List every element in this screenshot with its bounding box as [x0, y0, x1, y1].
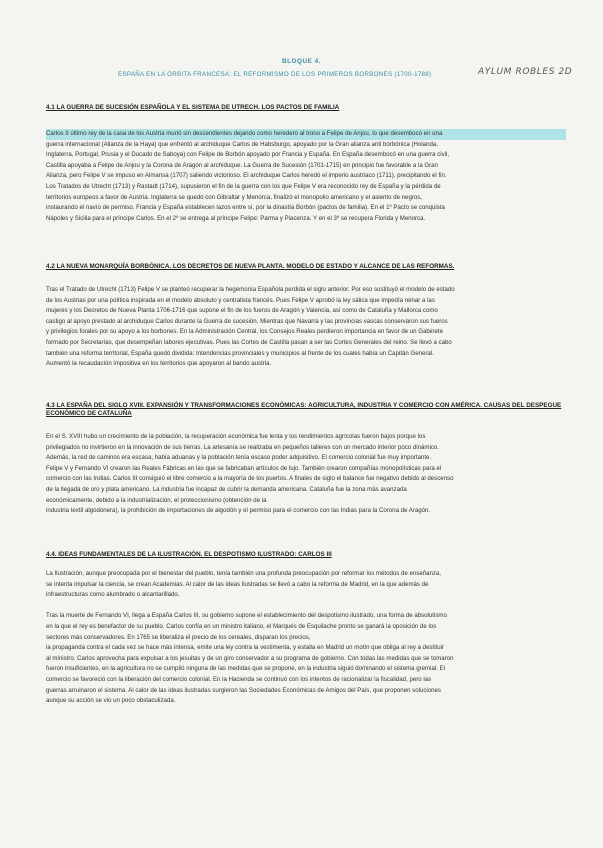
text-line: fueron insuficientes, en la agricultura no se cumplió ninguna de las medidas que se propone, en la industria siguió dominando el sistema gremial. El: [46, 665, 446, 673]
text-line: Alianza, pero Felipe V se impuso en Almansa (1707) saliendo victorioso. El archiduque Carlos heredó el imperio austriaco (1711), precipitando el fin.: [46, 172, 447, 180]
section-4-2: [46, 263, 566, 370]
text-line: comercio se favoreció con la liberación del comercio colonial. En la Hacienda se continuó con los intentos de racionalizar la fiscalidad, pero las: [46, 675, 432, 683]
text-line: en la que el rey es benefactor de su pueblo. Carlos confía en un ministro italiano, el Marqués de Esquilache pronto se ganará la oposición de los: [46, 622, 437, 630]
text-line: se intenta impulsar la ciencia, se crean Academias. Al calor de las ideas ilustradas se llevó a cabo la reforma de Madrid, en la que además de: [46, 580, 429, 588]
text-line: al ministro. Carlos aprovecha para expulsar a los jesuitas y de un giro conservador a su programa de gobierno. Con todas las medidas que se tomaron: [46, 654, 454, 662]
text-line: En el S. XVIII hubo un crecimiento de la población, la recuperación económica fue lenta y los rendimientos agrícolas fueron bajos porque los: [46, 433, 426, 440]
section-4-4: [46, 551, 566, 707]
text-line: sectores más conservadores. En 1765 se liberaliza el precio de los cereales, disparan los precios,: [46, 633, 311, 641]
section-paragraph: [46, 129, 566, 224]
section-paragraph: [46, 285, 566, 370]
section-4-3: [46, 402, 566, 517]
text-line: Los Tratados de Utrecht (1713) y Rastadt (1714), supusieron el fin de la guerra con los que Felipe V era reconocido rey de España y la pérdida de: [46, 182, 441, 190]
text-line: comercio con las Indias. Carlos III consiguió el libre comercio a la mayoría de los puertos. A finales de siglo el balance fue negativo debido al descenso: [46, 475, 454, 483]
text-line: territorios europeos a favor de Austria. Inglaterra se quedó con Gibraltar y Menorca, finalizó el monopolio americano y el asiento de negros,: [46, 193, 422, 201]
text-line: privilegiados no invirtieron en la innovación de sus tierras. La artesanía se realizaba en pequeños talleres con un mercado interior poco dinámico.: [46, 443, 439, 451]
text-line: [46, 601, 566, 612]
text-line: económicamente, debido a la industrialización, el proteccionismo (obtención de la: [46, 496, 267, 504]
text-line: Carlos II último rey de la casa de los Austria murió sin descendientes dejando como heredero al trono a Felipe de Anjou, lo que desembocó en una: [46, 129, 566, 140]
text-line: guerras arruinaron el sistema. Al calor de las ideas ilustradas surgieron las Sociedades Económicas de Amigos del País, que proponen soluciones: [46, 686, 441, 694]
section-title: 4.3 LA ESPAÑA DEL SIGLO XVIII. EXPANSIÓN Y TRANSFORMACIONES ECONÓMICAS: AGRICULTURA, INDUSTRIA Y COMERCIO CON AMÉRICA. CAUSAS DEL DESPEGUE ECONÓMICO DE CATALUÑA: [46, 402, 562, 417]
text-line: infraestructuras como alumbrado o alcantarillado.: [46, 591, 180, 599]
text-line: mujeres y los Decretos de Nueva Planta 1706-1716 que supone el fin de los fueros de Aragón y Valencia, así como de Cataluña y Mallorca como: [46, 307, 438, 315]
text-line: la propaganda contra el cada vez se hace más intensa, emite una ley contra la vestimenta, y estalla en Madrid un motín que obliga al rey a destituir: [46, 644, 445, 652]
text-line: Aumentó la recaudación impositiva en los territorios que apoyaron al bando austria.: [46, 360, 272, 368]
text-line: instaurando el navío de permiso. Francia y España establecen lazos entre sí, por la dinastía Borbón (pactos de familia). En el 1º Pacto se conquista: [46, 204, 445, 212]
text-line: guerra internacional (Alianza de la Haya) que enfrentó al archiduque Carlos de Habsburgo, apoyado por la Gran alianza anti borbónica (Holanda,: [46, 140, 438, 148]
text-line: Inglaterra, Portugal, Prusia y el Ducado de Saboya) con Felipe de Borbón apoyado por Francia y España. En España desembocó en una guerra civil,: [46, 151, 450, 159]
text-line: de los Austrias por una política inspirada en el modelo absoluto y centralista francés. Pues Felipe V aprobó la ley sálica que impedía reinar a las: [46, 296, 435, 304]
section-title: 4.2 LA NUEVA MONARQUÍA BORBÓNICA. LOS DECRETOS DE NUEVA PLANTA. MODELO DE ESTADO Y ALCANCE DE LAS REFORMAS.: [46, 263, 455, 270]
text-line: Tras la muerte de Fernando VI, llega a España Carlos III, su gobierno supone el establecimiento del despotismo ilustrado, una forma de absolutismo: [46, 612, 447, 620]
text-line: Además, la red de caminos era escasa, había aduanas y la población tenía escaso poder adquisitivo. El comercio colonial fue muy importante.: [46, 454, 432, 462]
handwritten-author: AYLUM ROBLES 2D: [478, 67, 573, 77]
section-title: 4.1 LA GUERRA DE SUCESIÓN ESPAÑOLA Y EL SISTEMA DE UTRECH. LOS PACTOS DE FAMILIA: [46, 104, 340, 111]
section-4-1: [46, 104, 566, 224]
text-line: castigo al apoyo prestado al archiduque Carlos durante la Guerra de sucesión. Mientras que Navarra y las provincias vascas conservaron sus fueros: [46, 317, 448, 325]
text-line: formado por Secretarías, que desempeñan labores ejecutivas. Pues las Cortes de Castilla pasan a ser las Cortes Generales del reino. Se llevó a cabo: [46, 338, 452, 346]
section-title: 4.4. IDEAS FUNDAMENTALES DE LA ILUSTRACIÓN. EL DESPOTISMO ILUSTRADO: CARLOS III: [46, 551, 332, 558]
text-line: Tras el Tratado de Utrecht (1713) Felipe V se planteó recuperar la hegemonía Española perdida el siglo anterior. Por eso sustituyó el modelo de estado: [46, 286, 455, 293]
text-line: de la llegada de oro y plata americano. La industria fue incapaz de cubrir la demanda americana. Cataluña fue la zona más avanzada: [46, 485, 407, 493]
section-paragraph: [46, 569, 566, 707]
text-line: Nápoles y Sicilia para el príncipe Carlos. En el 2º se entrega al príncipe Felipe: Parma y Piacenza. Y en el 3º se recupera Florida y Menorca.: [46, 214, 426, 222]
document-header: [0, 58, 603, 78]
text-line: Felipe V y Fernando VI crearon las Reales Fábricas en las que se fabricaban artículos de lujo. También crearon compañías monopolísticas para el: [46, 464, 442, 472]
text-line: industria textil algodonera), la prohibición de importaciones de algodón y el permiso para el comercio con las Indias para la Corona de Aragón.: [46, 507, 431, 515]
block-subtitle: ESPAÑA EN LA ÓRBITA FRANCESA: EL REFORMISMO DE LOS PRIMEROS BORBONES (1700-1788): [118, 71, 432, 78]
text-line: y privilegios forales por su apoyo a los borbones. En la Administración Central, los Consejos Reales perdieron importancia en favor de un Gabinete: [46, 328, 443, 336]
block-title: BLOQUE 4.: [282, 58, 321, 65]
text-line: Castilla apoyaba a Felipe de Anjou y la Corona de Aragón al archiduque. La Guerra de Sucesión (1701-1715) en principio fue favorable a la Gran: [46, 161, 438, 169]
text-line: también una reforma territorial, España quedó dividida: Intendencias provinciales y municipios al frente de los cuales había un Capitán General.: [46, 349, 434, 357]
section-paragraph: [46, 432, 566, 517]
text-line: aunque su acción se vio un poco obstaculizada.: [46, 697, 176, 705]
text-line: La Ilustración, aunque preocupada por el bienestar del pueblo, tenía también una profunda preocupación por reformar los métodos de enseñanza,: [46, 570, 442, 577]
